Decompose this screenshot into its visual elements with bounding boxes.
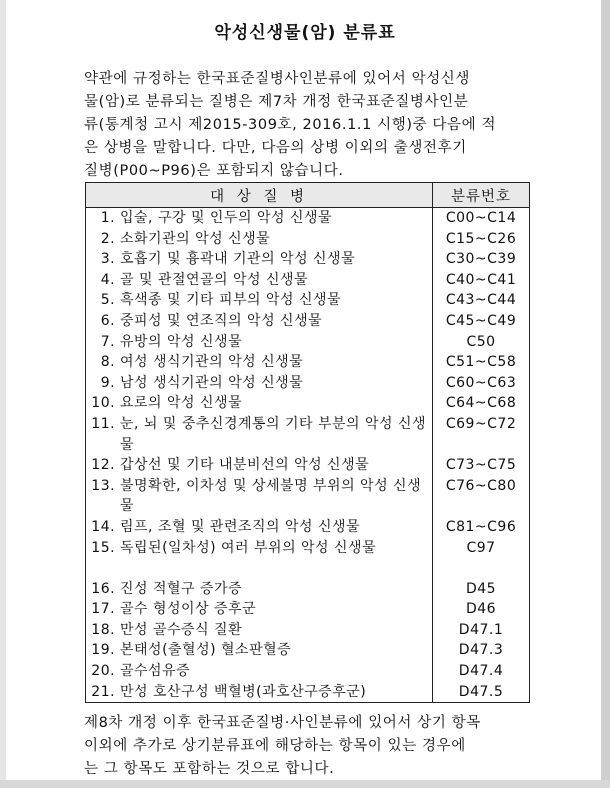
- row-code: D47.5: [458, 683, 504, 700]
- row-disease-name: 갑상선 및 기타 내분비선의 악성 신생물: [120, 457, 370, 474]
- row-number: 15.: [91, 539, 116, 556]
- row-number: 17.: [91, 601, 116, 618]
- page-shadow: [601, 0, 610, 788]
- row-code: C43~C44: [445, 292, 517, 309]
- page-edge: [0, 0, 6, 788]
- footer-paragraph: [84, 712, 564, 781]
- header-disease: 대 상 질 병: [86, 183, 433, 208]
- row-disease-name: 유방의 악성 신생물: [120, 333, 243, 350]
- row-disease-name: 진성 적혈구 증가증: [120, 580, 243, 597]
- table-row: [86, 352, 432, 373]
- row-disease-name: 만성 골수증식 질환: [120, 621, 243, 638]
- row-disease-name: 중피성 및 연조직의 악성 신생물: [120, 312, 323, 329]
- row-number: 12.: [91, 457, 116, 474]
- row-disease-name: 본태성(출혈성) 혈소판혈증: [120, 642, 292, 659]
- table-row: [86, 538, 432, 579]
- footer-line: 제8차 개정 이후 한국표준질병·사인분류에 있어서 상기 항목: [84, 715, 481, 731]
- row-disease-name: 여성 생식기관의 악성 신생물: [120, 354, 304, 371]
- table-row: [86, 311, 432, 332]
- intro-paragraph: [84, 68, 564, 183]
- row-code: C64~C68: [445, 395, 517, 412]
- row-number: 20.: [91, 663, 116, 680]
- footer-line: 는 그 항목도 포함하는 것으로 합니다.: [84, 761, 335, 777]
- row-code: C30~C39: [445, 251, 517, 268]
- row-disease-name: 입술, 구강 및 인두의 악성 신생물: [120, 210, 333, 226]
- row-number: 5.: [100, 292, 116, 309]
- row-disease-name: 남성 생식기관의 악성 신생물: [120, 374, 304, 391]
- row-number: 4.: [100, 271, 116, 288]
- table-row: [86, 599, 432, 620]
- table-row: [86, 208, 432, 229]
- row-code: C45~C49: [445, 312, 517, 329]
- row-code: C40~C41: [445, 271, 517, 288]
- row-code: C51~C58: [445, 354, 517, 371]
- table-row: [86, 620, 432, 641]
- table-row: [86, 332, 432, 353]
- row-disease-name: 흑색종 및 기타 피부의 악성 신생물: [120, 292, 342, 309]
- row-disease-name: 불명확한, 이차성 및 상세불명 부위의 악성 신생물: [120, 477, 422, 515]
- header-code: 분류번호: [433, 183, 530, 208]
- intro-line: 물(암)로 분류되는 질병은 제7차 개정 한국표준질병사인분: [84, 94, 469, 110]
- row-disease-name: 만성 호산구성 백혈병(과호산구증후군): [120, 683, 367, 700]
- row-number: 13.: [91, 477, 116, 494]
- table-row: [86, 476, 432, 517]
- row-number: 7.: [100, 333, 116, 350]
- row-code: C00~C14: [445, 210, 517, 226]
- row-number: 2.: [100, 230, 116, 247]
- table-row: [86, 373, 432, 394]
- row-disease-name: 소화기관의 악성 신생물: [120, 230, 271, 247]
- row-number: 18.: [91, 621, 116, 638]
- table-row: [86, 640, 432, 661]
- row-disease-name: 림프, 조혈 및 관련조직의 악성 신생물: [120, 518, 361, 535]
- row-number: 3.: [100, 251, 116, 268]
- table-row: [86, 290, 432, 311]
- row-number: 14.: [91, 518, 116, 535]
- row-code: C97: [466, 539, 496, 556]
- intro-line: 질병(P00~P96)은 포함되지 않습니다.: [84, 163, 344, 179]
- table-row: [86, 270, 432, 291]
- intro-line: 류(통계청 고시 제2015-309호, 2016.1.1 시행)중 다음에 적: [84, 117, 497, 133]
- row-code: D47.4: [458, 663, 504, 680]
- row-code: D47.3: [458, 642, 504, 659]
- row-number: 1.: [100, 210, 116, 226]
- footer-line: 이외에 추가로 상기분류표에 해당하는 항목이 있는 경우에: [84, 738, 466, 754]
- table-row: [86, 414, 432, 455]
- row-code: C73~C75: [445, 457, 517, 474]
- row-code: D46: [465, 601, 497, 618]
- row-number: 10.: [91, 395, 116, 412]
- page-title: 악성신생물(암) 분류표: [214, 23, 396, 43]
- row-number: 11.: [91, 415, 116, 432]
- table-header-row: [86, 183, 530, 208]
- row-code: C76~C80: [445, 477, 517, 494]
- row-disease-name: 요로의 악성 신생물: [120, 395, 243, 412]
- row-disease-name: 독립된(일차성) 여러 부위의 악성 신생물: [120, 539, 377, 556]
- row-code: C60~C63: [445, 374, 517, 391]
- table-row: [86, 579, 432, 600]
- row-code: D45: [465, 580, 497, 597]
- page-bottom-edge: [0, 780, 610, 788]
- table-row: [86, 517, 432, 538]
- row-number: 6.: [100, 312, 116, 329]
- disease-column: [86, 208, 433, 703]
- code-column: [433, 208, 530, 703]
- table-row: [86, 249, 432, 270]
- table-row: [86, 229, 432, 250]
- classification-table: [85, 182, 530, 703]
- table-row: [86, 682, 432, 703]
- row-number: 21.: [91, 683, 116, 700]
- row-number: 9.: [100, 374, 116, 391]
- row-disease-name: 호흡기 및 흉곽내 기관의 악성 신생물: [120, 251, 356, 268]
- intro-line: 은 상병을 말합니다. 다만, 다음의 상병 이외의 출생전후기: [84, 140, 467, 156]
- row-disease-name: 골수 형성이상 증후군: [120, 601, 257, 618]
- row-disease-name: 골 및 관절연골의 악성 신생물: [120, 271, 309, 288]
- row-disease-name: 눈, 뇌 및 중추신경계통의 기타 부분의 악성 신생물: [120, 415, 427, 453]
- table-row: [86, 455, 432, 476]
- row-code: C50: [466, 333, 496, 350]
- table-row: [86, 393, 432, 414]
- row-code: C15~C26: [445, 230, 517, 247]
- row-code: D47.1: [458, 621, 504, 638]
- row-disease-name: 골수섬유증: [120, 663, 191, 680]
- row-number: 8.: [100, 354, 116, 371]
- row-number: 16.: [91, 580, 116, 597]
- row-number: 19.: [91, 642, 116, 659]
- intro-line: 약관에 규정하는 한국표준질병사인분류에 있어서 악성신생: [84, 71, 471, 87]
- table-row: [86, 661, 432, 682]
- row-code: C69~C72: [445, 415, 517, 432]
- row-code: C81~C96: [445, 518, 517, 535]
